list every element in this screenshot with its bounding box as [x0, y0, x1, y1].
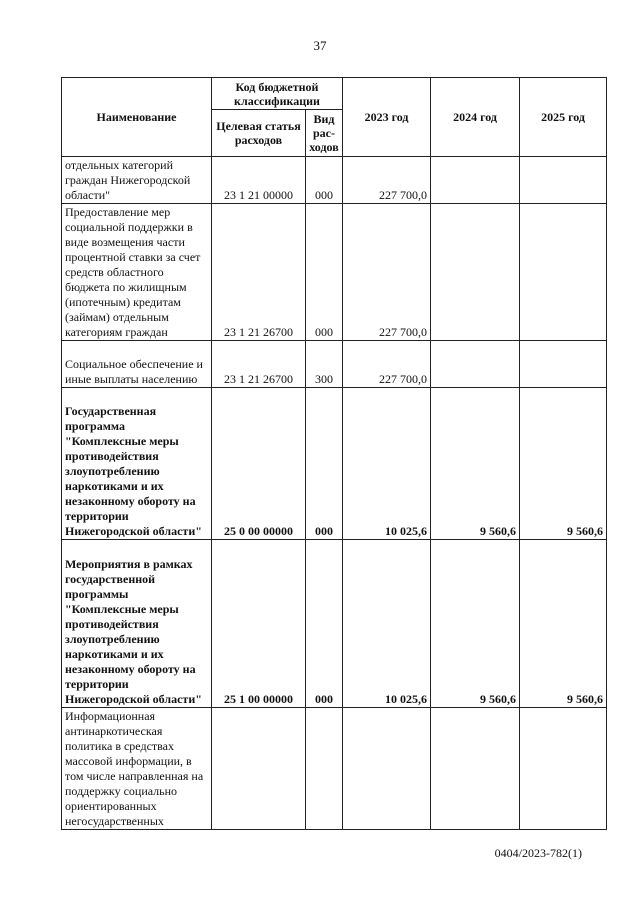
- header-name: Наименование: [62, 78, 212, 157]
- budget-table: [61, 77, 607, 830]
- table-row: [62, 341, 607, 388]
- row-name: Мероприятия в рамках государственной программы "Комплексные меры противодействия злоупотреблению наркотиками и их незаконному обороту на территории Нижегородской области": [62, 540, 212, 708]
- row-amount-2024: [431, 708, 520, 830]
- row-target-article: 23 1 21 26700: [212, 341, 306, 388]
- row-target-article: 23 1 21 26700: [212, 204, 306, 341]
- header-target-article: Целевая статья расходов: [212, 110, 306, 157]
- table-row: [62, 540, 607, 708]
- row-amount-2024: [431, 204, 520, 341]
- row-expense-type: 300: [306, 341, 343, 388]
- row-name: Социальное обеспечение и иные выплаты населению: [62, 341, 212, 388]
- header-code-group: Код бюджетной классификации: [212, 78, 343, 110]
- row-name: отдельных категорий граждан Нижегородской области": [62, 157, 212, 204]
- row-expense-type: [306, 708, 343, 830]
- row-expense-type: 000: [306, 204, 343, 341]
- row-amount-2023: 227 700,0: [343, 157, 431, 204]
- row-target-article: 25 0 00 00000: [212, 388, 306, 540]
- table-row: [62, 157, 607, 204]
- row-amount-2025: 9 560,6: [520, 540, 607, 708]
- row-amount-2023: 10 025,6: [343, 540, 431, 708]
- header-2024: 2024 год: [431, 78, 520, 157]
- row-amount-2023: 227 700,0: [343, 341, 431, 388]
- row-expense-type: 000: [306, 157, 343, 204]
- table-row: [62, 388, 607, 540]
- table-row: [62, 204, 607, 341]
- row-amount-2024: 9 560,6: [431, 388, 520, 540]
- row-expense-type: 000: [306, 388, 343, 540]
- row-amount-2023: 10 025,6: [343, 388, 431, 540]
- row-expense-type: 000: [306, 540, 343, 708]
- document-number: 0404/2023-782(1): [494, 846, 582, 860]
- page-number: 37: [313, 38, 327, 53]
- row-name: Предоставление мер социальной поддержки в виде возмещения части процентной ставки за счет средств областного бюджета по жилищным (ипотечным) кредитам (займам) отдельным категориям граждан: [62, 204, 212, 341]
- row-amount-2023: [343, 708, 431, 830]
- row-amount-2025: [520, 204, 607, 341]
- row-amount-2025: 9 560,6: [520, 388, 607, 540]
- header-2025: 2025 год: [520, 78, 607, 157]
- row-amount-2025: [520, 341, 607, 388]
- row-name: Государственная программа "Комплексные меры противодействия злоупотреблению наркотиками и их незаконному обороту на территории Нижегородской области": [62, 388, 212, 540]
- row-amount-2024: 9 560,6: [431, 540, 520, 708]
- row-amount-2025: [520, 157, 607, 204]
- header-expense-type: Вид рас- ходов: [306, 110, 343, 157]
- row-amount-2024: [431, 341, 520, 388]
- row-target-article: 23 1 21 00000: [212, 157, 306, 204]
- header-2023: 2023 год: [343, 78, 431, 157]
- row-target-article: 25 1 00 00000: [212, 540, 306, 708]
- row-amount-2024: [431, 157, 520, 204]
- row-amount-2025: [520, 708, 607, 830]
- row-name: Информационная антинаркотическая политика в средствах массовой информации, в том числе направленная на поддержку социально ориентированных негосударственных: [62, 708, 212, 830]
- table-row: [62, 708, 607, 830]
- row-target-article: [212, 708, 306, 830]
- row-amount-2023: 227 700,0: [343, 204, 431, 341]
